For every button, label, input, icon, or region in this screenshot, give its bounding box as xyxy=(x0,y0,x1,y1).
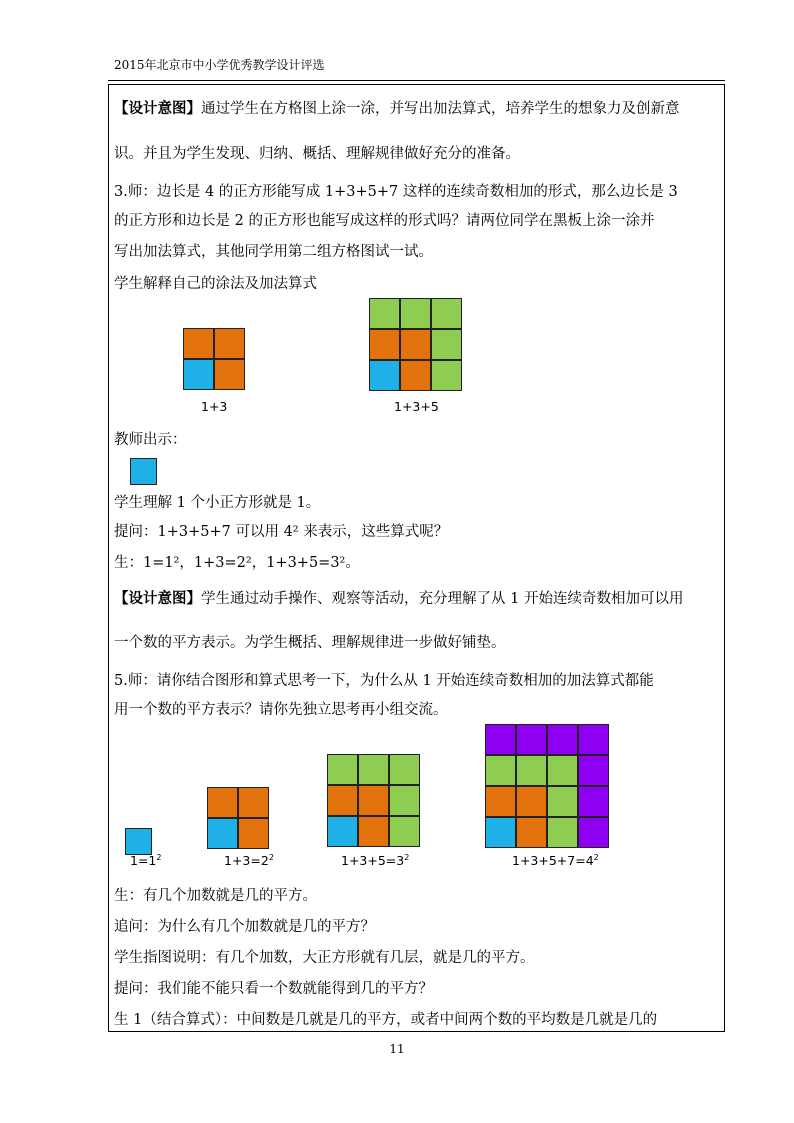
teacher-line2: 学生理解 1 个小正方形就是 1。 xyxy=(114,495,321,511)
step3-line3: 写出加法算式，其他同学用第二组方格图试一试。 xyxy=(114,244,433,260)
design-intent-tag: 【设计意图】 xyxy=(114,590,201,607)
square-1x1 xyxy=(125,828,152,855)
discussion-line1: 生：有几个加数就是几的平方。 xyxy=(114,888,317,904)
teacher-line4: 生：1=1²，1+3=2²，1+3+5=3²。 xyxy=(114,555,360,571)
square-2x2 xyxy=(183,328,245,390)
label-three-squared: $1+3+5=3^2$ xyxy=(341,853,410,869)
intent1-line1 xyxy=(114,97,680,118)
square-3x3 xyxy=(369,298,462,391)
intent2-line2: 一个数的平方表示。为学生概括、理解规律进一步做好铺垫。 xyxy=(114,635,506,651)
step3-line4: 学生解释自己的涂法及加法算式 xyxy=(114,276,317,292)
step3-line1: 3.师：边长是 4 的正方形能写成 1+3+5+7 这样的连续奇数相加的形式，那么边长是 3 xyxy=(114,184,678,200)
discussion-line3: 学生指图说明：有几个加数，大正方形就有几层，就是几的平方。 xyxy=(114,950,535,966)
intent2-text1: 学生通过动手操作、观察等活动，充分理解了从 1 开始连续奇数相加可以用 xyxy=(201,591,684,607)
step5-line1: 5.师：请你结合图形和算式思考一下，为什么从 1 开始连续奇数相加的加法算式都能 xyxy=(114,673,654,689)
teacher-line3: 提问：1+3+5+7 可以用 4² 来表示，这些算式呢？ xyxy=(114,524,449,540)
intent1-line2: 识。并且为学生发现、归纳、概括、理解规律做好充分的准备。 xyxy=(114,146,520,162)
discussion-line4: 提问：我们能不能只看一个数就能得到几的平方？ xyxy=(114,981,433,997)
intent1-text1: 通过学生在方格图上涂一涂，并写出加法算式，培养学生的想象力及创新意 xyxy=(201,101,680,117)
label-1-plus-3-plus-5: 1+3+5 xyxy=(394,399,439,414)
header-rule xyxy=(108,80,725,81)
design-intent-tag: 【设计意图】 xyxy=(114,100,201,117)
page-header: 2015年北京市中小学优秀教学设计评选 xyxy=(114,58,325,72)
square-3x3-b xyxy=(327,754,420,847)
teacher-line1: 教师出示： xyxy=(114,432,187,448)
discussion-line5: 生 1（结合算式）：中间数是几就是几的平方，或者中间两个数的平均数是几就是几的 xyxy=(114,1012,658,1028)
discussion-line2: 追问：为什么有几个加数就是几的平方？ xyxy=(114,919,375,935)
label-one-squared: $1=1^2$ xyxy=(130,853,162,869)
label-two-squared: $1+3=2^2$ xyxy=(224,853,274,869)
page-number: 11 xyxy=(389,1042,405,1056)
single-unit-square xyxy=(130,458,157,485)
label-four-squared: $1+3+5+7=4^2$ xyxy=(512,853,599,869)
label-1-plus-3: 1+3 xyxy=(201,399,228,414)
square-4x4 xyxy=(485,724,609,848)
square-2x2-b xyxy=(207,787,269,849)
step3-line2: 的正方形和边长是 2 的正方形也能写成这样的形式吗？请两位同学在黑板上涂一涂并 xyxy=(114,213,655,229)
intent2-line1 xyxy=(114,587,683,608)
step5-line2: 用一个数的平方表示？请你先独立思考再小组交流。 xyxy=(114,702,448,718)
